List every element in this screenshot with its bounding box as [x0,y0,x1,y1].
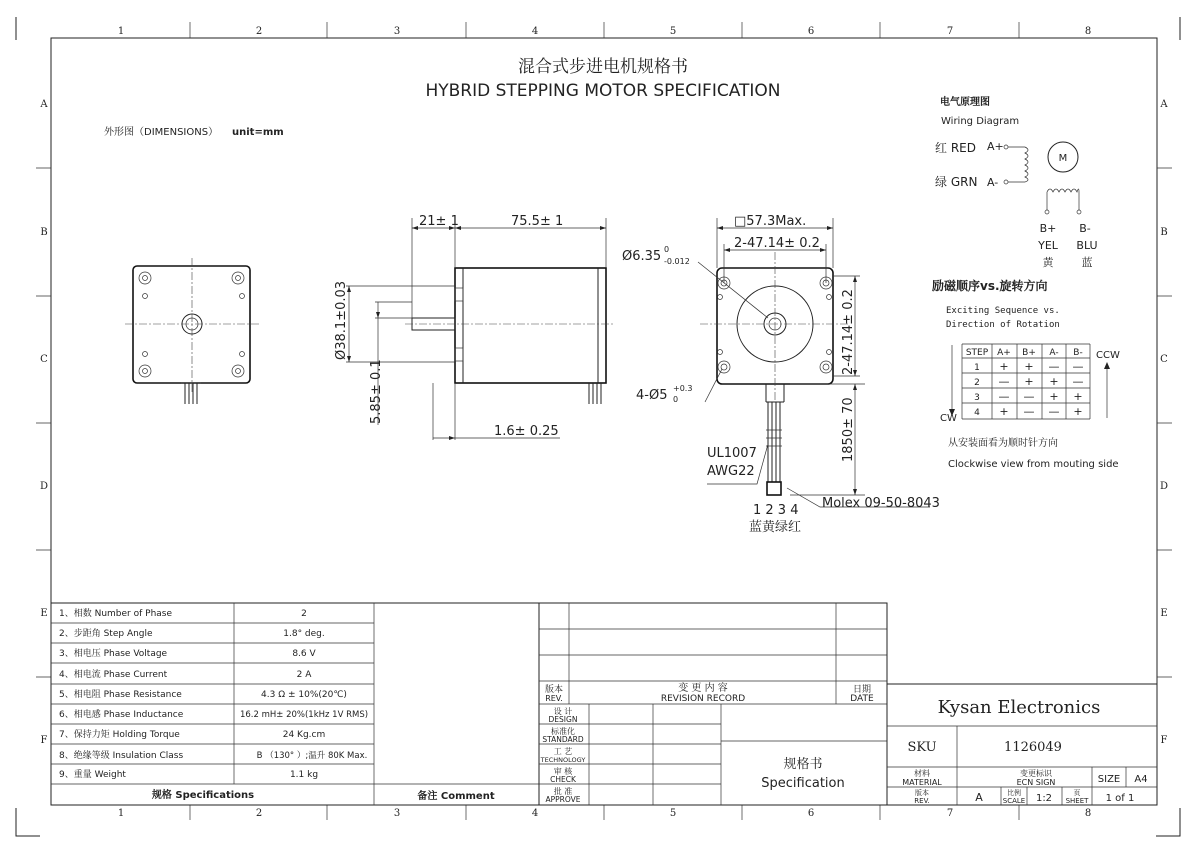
seq-cell: + [999,405,1009,418]
col-label: 3 [393,808,401,819]
terminal-b-plus: B+ [1039,222,1057,235]
design-cn: 设 计 [553,707,573,716]
size-value: A4 [1134,774,1148,785]
dim-square: □57.3Max. [734,214,807,229]
row-label: A [40,99,48,110]
seq-cell: + [1024,375,1034,388]
wire-yel-label: YEL [1038,239,1058,252]
seq-cell: + [1049,375,1059,388]
title-cn: 混合式步进电机规格书 [518,57,688,77]
seq-cell: + [999,360,1009,373]
col-label: 5 [669,26,677,37]
dim-75: 75.5± 1 [511,214,564,229]
spec-label: 4、相电流 Phase Current [59,670,168,680]
dim-shaft-upper-tol: 0 [664,245,670,254]
row-label: F [40,735,48,746]
spec-value: 2 [301,609,307,619]
wire-blu-cn: 蓝 [1081,256,1093,269]
dim-holes-upper-tol: +0.3 [673,384,693,393]
wire-red-label: 红 RED [935,141,976,155]
design-en: DESIGN [548,715,578,724]
seq-header: B- [1073,348,1083,358]
row-label: E [1160,608,1168,619]
wiring-title-cn: 电气原理图 [940,97,990,108]
seq-header: STEP [965,348,989,358]
check-en: CHECK [550,775,576,784]
row-labels [39,99,1168,746]
motor-side-view [346,218,615,440]
rotation-note-cn: 从安装面看为顺时针方向 [948,438,1058,449]
terminal-a-plus: A+ [987,140,1004,153]
size-label: SIZE [1097,774,1121,785]
dim-pitch-v: 2-47.14± 0.2 [841,289,856,375]
spec-value: 1.1 kg [289,770,319,780]
molex-label: Molex 09-50-8043 [822,496,940,511]
col-label: 7 [946,808,954,819]
ccw-label: CCW [1096,350,1120,361]
title-block [887,684,1157,805]
spec-label: 8、绝缘等级 Insulation Class [59,751,184,761]
row-label: F [1160,735,1168,746]
row-label: D [1159,481,1169,492]
wire-grn-label: 绿 GRN [935,175,978,189]
col-label: 6 [807,26,815,37]
scale-cn: 比例 [1007,789,1021,797]
terminal-a-minus: A- [987,176,999,189]
seq-cell: 2 [974,378,980,388]
cable-awg: AWG22 [707,464,755,479]
sku-value: 1126049 [1004,740,1062,755]
spec-label: 5、相电阻 Phase Resistance [59,690,182,700]
row-label: C [40,354,48,365]
col-label: 2 [255,808,263,819]
spec-value: 2 A [296,670,312,680]
seq-cell: 4 [974,408,980,418]
ecn-en: ECN SIGN [1016,778,1056,787]
material-en: MATERIAL [902,778,942,787]
spec-value: 8.6 V [292,649,316,659]
pin-numbers: 1 2 3 4 [753,503,799,518]
seq-cell: + [1073,390,1083,403]
spec-value: 1.8° deg. [283,629,325,639]
motor-symbol: M [1058,153,1068,164]
wire-blu-label: BLU [1076,239,1098,252]
sheet-cn: 页 [1073,789,1081,797]
scale-value: 1:2 [1035,793,1053,804]
seq-header: A+ [997,348,1011,358]
exciting-sequence [932,278,1120,470]
dimensions-label: 外形图（DIMENSIONS） [104,127,219,138]
col-label: 1 [117,808,125,819]
sequence-title: 励磁顺序vs.旋转方向 [932,279,1048,293]
seq-cell: — [998,375,1010,388]
cable-ul: UL1007 [707,446,757,461]
spec-doc-cn: 规格书 [783,757,823,772]
wire-yel-cn: 黄 [1042,256,1054,269]
terminal-b-minus: B- [1079,222,1091,235]
seq-cell: 1 [974,363,980,373]
dim-38: Ø38.1±0.03 [334,280,349,360]
seq-cell: — [998,390,1010,403]
rev-cn-label: 版本 [915,789,929,797]
col-label: 8 [1084,26,1092,37]
seq-cell: — [1023,390,1035,403]
spec-label: 1、相数 Number of Phase [59,609,173,619]
approve-cn: 批 准 [553,787,573,796]
col-label: 7 [946,26,954,37]
rev-ver-cn: 版本 [544,685,564,695]
col-label: 4 [531,808,539,819]
tech-cn: 工 艺 [553,747,573,756]
ecn-cn: 变更标识 [1020,769,1052,778]
dim-shaft-lower-tol: -0.012 [664,257,690,266]
seq-cell: — [1072,375,1084,388]
row-label: B [1160,227,1168,238]
spec-label: 3、相电压 Phase Voltage [59,649,168,659]
check-cn: 审 核 [553,767,573,776]
seq-header: A- [1049,348,1059,358]
rev-value: A [975,791,983,804]
rev-change-cn: 变 更 内 容 [678,683,728,694]
rev-ver-en: REV. [545,694,563,703]
spec-table [51,603,539,805]
scale-en: SCALE [1002,797,1026,805]
row-label: B [40,227,48,238]
col-label: 5 [669,808,677,819]
rev-date-cn: 日期 [852,685,872,695]
rotation-note-en: Clockwise view from mouting side [948,459,1119,470]
std-en: STANDARD [542,735,584,744]
sheet-value: 1 of 1 [1105,793,1135,804]
col-label: 8 [1084,808,1092,819]
col-label: 2 [255,26,263,37]
seq-header: B+ [1022,348,1036,358]
spec-label: 9、重量 Weight [59,770,126,780]
dim-holes-lower-tol: 0 [673,395,679,404]
tech-en: TECHNOLOGY [540,756,586,764]
dim-pitch-h: 2-47.14± 0.2 [734,236,820,251]
seq-cell: + [1073,405,1083,418]
seq-cell: 3 [974,393,980,403]
ccw-arrow [1104,362,1110,369]
dim-21: 21± 1 [419,214,459,229]
col-label: 3 [393,26,401,37]
row-label: D [39,481,49,492]
rev-date-en: DATE [850,694,874,704]
wiring-title-en: Wiring Diagram [941,116,1020,127]
seq-cell: + [1049,390,1059,403]
company-name: Kysan Electronics [937,697,1101,718]
approve-en: APPROVE [545,795,581,804]
sequence-sub2: Direction of Rotation [946,320,1060,330]
spec-value: 4.3 Ω ± 10%(20℃) [261,690,347,700]
seq-cell: — [1048,360,1060,373]
row-label: C [1160,354,1168,365]
seq-cell: — [1023,405,1035,418]
sequence-sub1: Exciting Sequence vs. [946,306,1060,316]
spec-value: B （130° ）;温升 80K Max. [256,751,368,761]
sheet-en: SHEET [1065,797,1089,805]
dim-shaft: Ø6.35 [622,249,662,264]
title-en: HYBRID STEPPING MOTOR SPECIFICATION [425,81,781,101]
dim-585: 5.85± 0.1 [369,359,384,424]
col-label: 4 [531,26,539,37]
dim-16: 1.6± 0.25 [494,424,559,439]
dim-lead-length: 1850± 70 [841,397,856,462]
sku-label: SKU [907,740,937,755]
pin-colors: 蓝黄绿红 [749,520,802,535]
cw-label: CW [940,413,957,424]
spec-label: 7、保持力矩 Holding Torque [59,730,180,740]
spec-footer: 规格 Specifications [151,790,255,801]
rev-en-label: REV. [914,797,930,805]
std-cn: 标准化 [551,727,575,736]
comment-footer: 备注 Comment [417,791,495,802]
rev-change-en: REVISION RECORD [660,694,746,704]
unit-label: unit=mm [232,127,284,138]
revision-block [539,603,887,805]
seq-cell: — [1072,360,1084,373]
wiring-diagram [935,95,1098,269]
spec-value: 16.2 mH± 20%(1kHz 1V RMS) [239,710,369,720]
motor-back-view [125,258,260,404]
side-view-dimensions [334,214,563,439]
seq-cell: + [1024,360,1034,373]
spec-label: 2、步距角 Step Angle [59,629,153,639]
row-label: E [40,608,48,619]
col-label: 1 [117,26,125,37]
spec-value: 24 Kg.cm [282,730,326,740]
row-label: A [1160,99,1168,110]
spec-doc-en: Specification [761,776,845,791]
seq-cell: — [1048,405,1060,418]
dim-holes: 4-Ø5 [636,388,668,403]
spec-label: 6、相电感 Phase Inductance [59,710,184,720]
col-label: 6 [807,808,815,819]
material-cn: 材料 [914,769,930,778]
